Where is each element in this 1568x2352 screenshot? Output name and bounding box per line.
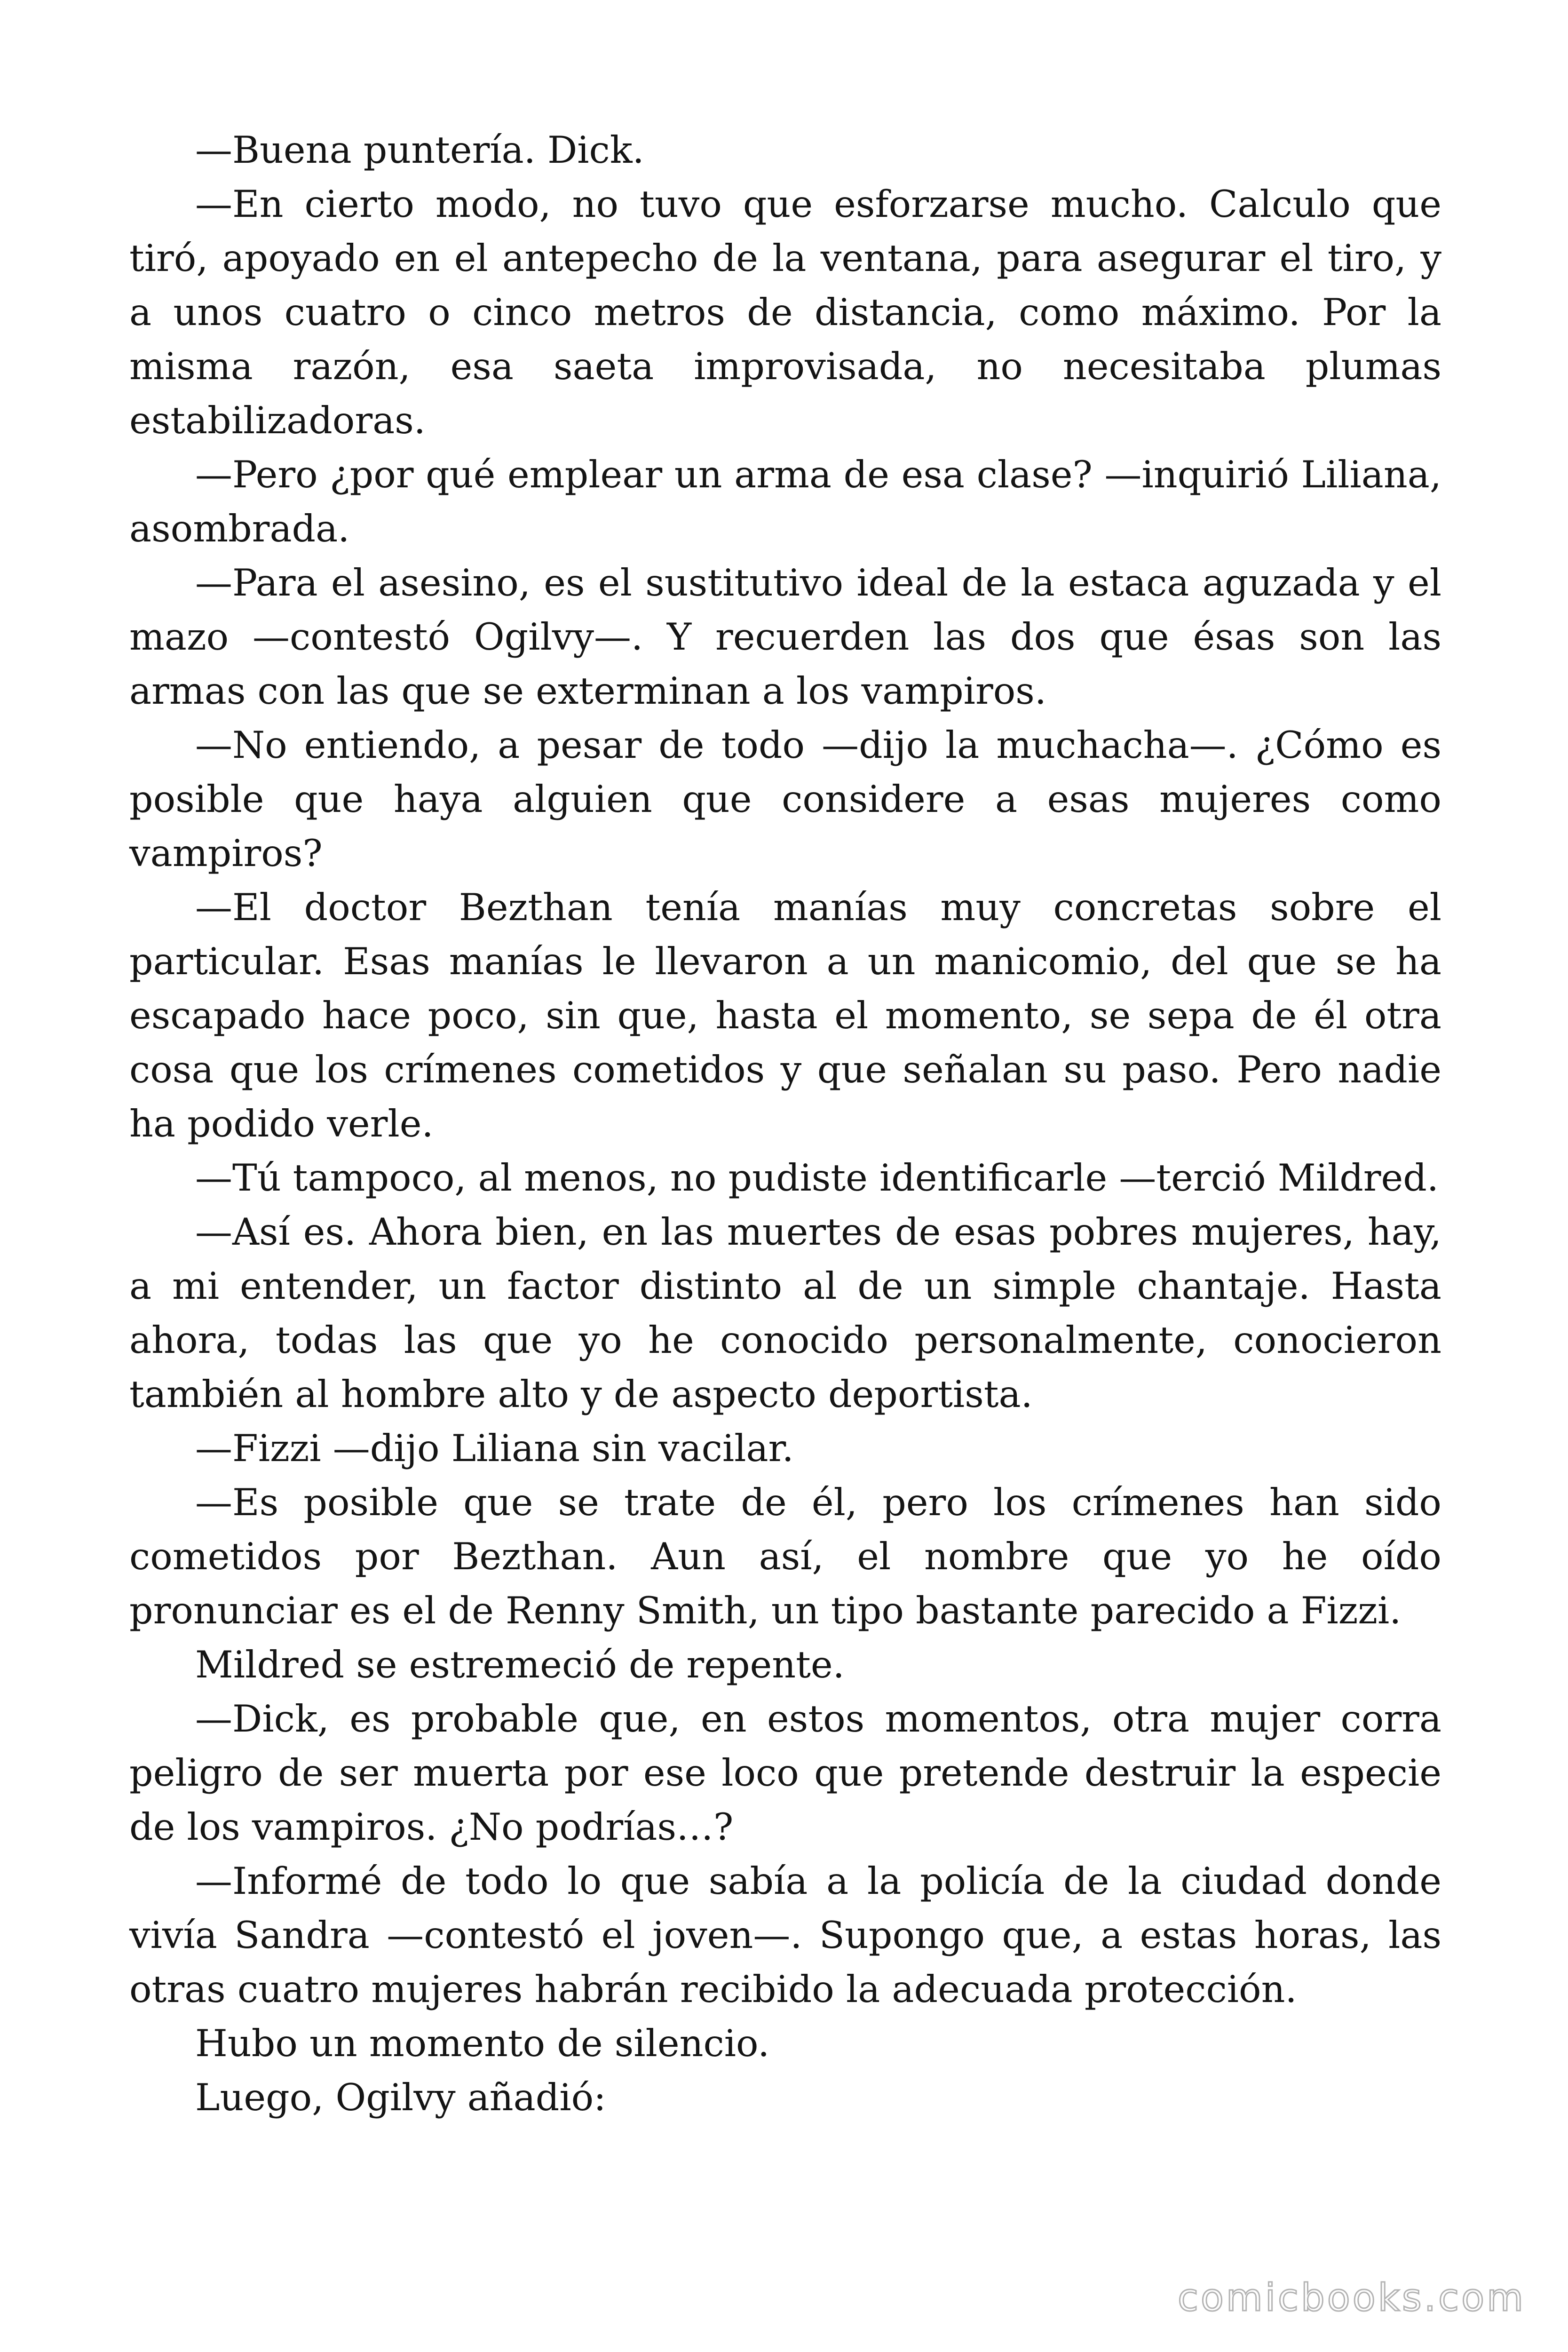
page-body-text — [129, 123, 1441, 2125]
paragraph: —Informé de todo lo que sabía a la policía de la ciudad donde vivía Sandra —contestó el joven—. Supongo que, a estas horas, las otras cuatro mujeres habrán recibido la adecuada protección. — [129, 1859, 1441, 2011]
paragraph: —Tú tampoco, al menos, no pudiste identificarle —terció Mildred. — [195, 1156, 1439, 1200]
watermark: comicbooks.com — [1177, 2276, 1526, 2320]
paragraph: —No entiendo, a pesar de todo —dijo la muchacha—. ¿Cómo es posible que haya alguien que considere a esas mujeres como vampiros? — [129, 723, 1441, 875]
paragraph: —Dick, es probable que, en estos momentos, otra mujer corra peligro de ser muerta por ese loco que pretende destruir la especie de los vampiros. ¿No podrías…? — [129, 1697, 1441, 1849]
paragraph: —En cierto modo, no tuvo que esforzarse mucho. Calculo que tiró, apoyado en el antepecho de la ventana, para asegurar el tiro, y a unos cuatro o cinco metros de distancia, como máximo. Por la misma razón, esa saeta improvisada, no necesitaba plumas estabilizadoras. — [129, 183, 1441, 442]
paragraph: Hubo un momento de silencio. — [195, 2022, 770, 2065]
paragraph: —Así es. Ahora bien, en las muertes de esas pobres mujeres, hay, a mi entender, un factor distinto al de un simple chantaje. Hasta ahora, todas las que yo he conocido personalmente, conocieron también al hombre alto y de aspecto deportista. — [129, 1210, 1441, 1416]
paragraph: —Pero ¿por qué emplear un arma de esa clase? —inquirió Liliana, asombrada. — [129, 453, 1441, 550]
paragraph: —Buena puntería. Dick. — [195, 128, 644, 172]
paragraph: —Fizzi —dijo Liliana sin vacilar. — [195, 1427, 794, 1470]
paragraph: —El doctor Bezthan tenía manías muy concretas sobre el particular. Esas manías le llevaron a un manicomio, del que se ha escapado hace poco, sin que, hasta el momento, se sepa de él otra cosa que los crímenes cometidos y que señalan su paso. Pero nadie ha podido verle. — [129, 886, 1441, 1145]
paragraph: Mildred se estremeció de repente. — [195, 1643, 845, 1686]
paragraph: Luego, Ogilvy añadió: — [195, 2076, 606, 2119]
paragraph: —Para el asesino, es el sustitutivo ideal de la estaca aguzada y el mazo —contestó Ogilvy—. Y recuerden las dos que ésas son las armas con las que se exterminan a los vampiros. — [129, 561, 1441, 713]
paragraph: —Es posible que se trate de él, pero los crímenes han sido cometidos por Bezthan. Aun así, el nombre que yo he oído pronunciar es el de Renny Smith, un tipo bastante parecido a Fizzi. — [129, 1481, 1441, 1632]
